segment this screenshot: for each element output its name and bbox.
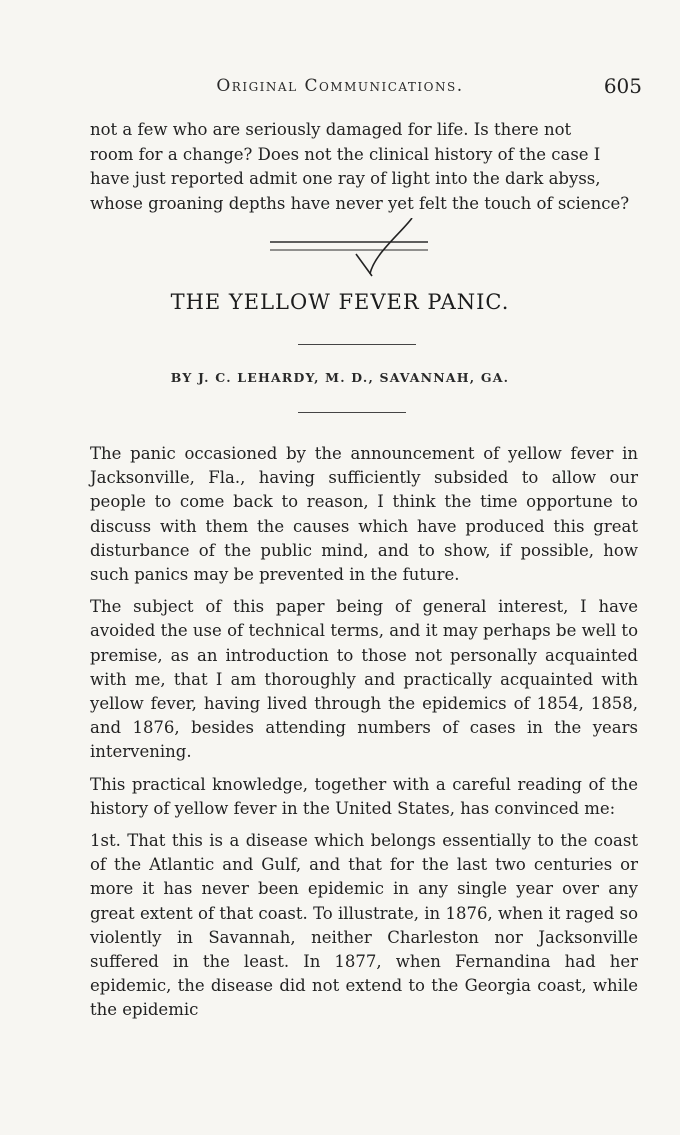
intro-line: have just reported admit one ray of light into the dark abyss, (90, 169, 601, 189)
paragraph: 1st. That this is a disease which belongs essentially to the coast of the Atlantic and Gulf, and that for the last two centuries or more it has never been epidemic in any single year over any great extent of that coast. To illustrate, in 1876, when it raged so violently in Savannah, neither Charleston nor Jacksonville suffered in the least. In 1877, when Fernandina had her epidemic, the disease did not extend to the Georgia coast, while the epidemic (90, 831, 638, 1020)
title-rule (298, 344, 416, 345)
intro-line: room for a change? Does not the clinical history of the case I (90, 144, 601, 164)
byline-rule (298, 412, 406, 413)
intro-text (90, 118, 638, 216)
page-number: 605 (603, 74, 642, 98)
article-title: THE YELLOW FEVER PANIC. (170, 290, 510, 314)
intro-line: whose groaning depths have never yet felt the touch of science? (90, 193, 630, 213)
intro-line: not a few who are seriously damaged for life. Is there not (90, 120, 572, 139)
article-byline: BY J. C. LEHARDY, M. D., SAVANNAH, GA. (170, 370, 510, 385)
article-body (90, 442, 638, 1031)
paragraph: The panic occasioned by the announcement of yellow fever in Jacksonville, Fla., having sufficiently subsided to allow our people to come back to reason, I think the time opportune to discuss with them the causes which have produced this great disturbance of the public mind, and to show, if possible, how such panics may be prevented in the future. (90, 444, 638, 585)
paragraph: The subject of this paper being of general interest, I have avoided the use of technical terms, and it may perhaps be well to premise, as an introduction to those not personally acquainted with me, that I am thoroughly and practically acquainted with yellow fever, having lived through the epidemics of 1854, 1858, and 1876, besides attending numbers of cases in the years intervening. (90, 597, 638, 762)
running-head: Original Communications. (216, 76, 464, 96)
paragraph: This practical knowledge, together with a careful reading of the history of yellow fever in the United States, has convinced me: (90, 774, 638, 818)
handwritten-separator-mark (262, 218, 432, 278)
